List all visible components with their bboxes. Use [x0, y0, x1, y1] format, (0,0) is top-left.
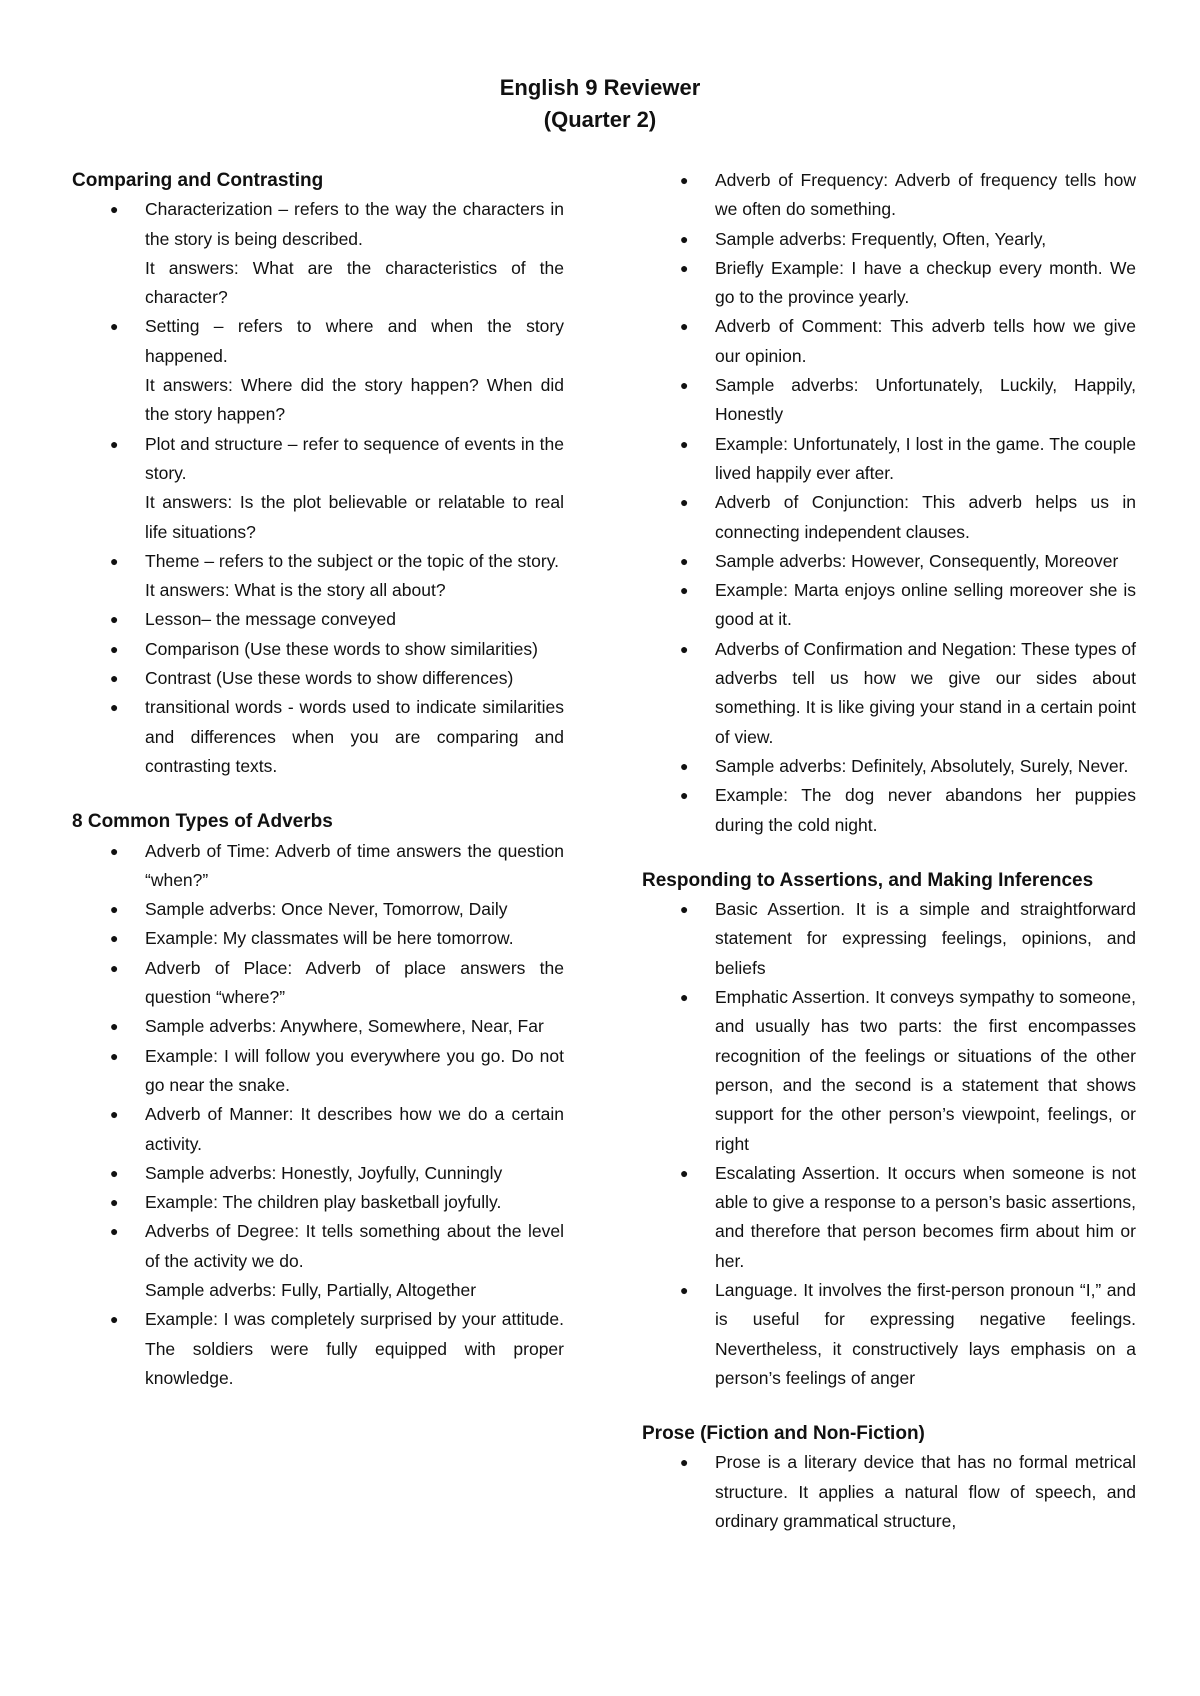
list-item	[642, 430, 1136, 489]
bullet-icon: ●	[680, 1281, 689, 1298]
list-item-text: Comparison (Use these words to show similarities)	[145, 638, 538, 659]
bullet-list	[72, 837, 564, 1394]
bullet-icon: ●	[680, 494, 689, 511]
section-heading: Comparing and Contrasting	[72, 170, 324, 191]
list-item-text: Sample adverbs: Unfortunately, Luckily, Happily, Honestly	[715, 375, 1136, 425]
list-item-text: Prose is a literary device that has no formal metrical structure. It applies a natural flow of speech, and ordinary grammatical structure,	[715, 1452, 1136, 1532]
list-item-text: Emphatic Assertion. It conveys sympathy to someone, and usually has two parts: the first encompasses recognition of the feelings or situations of the other person, and the second is a statement that shows support for the other person’s viewpoint, feelings, or right	[715, 987, 1136, 1154]
bullet-icon: ●	[680, 259, 689, 276]
bullet-icon: ●	[110, 842, 119, 859]
bullet-icon: ●	[680, 1164, 689, 1181]
list-item-text: Setting – refers to where and when the story happened.	[145, 316, 564, 366]
list-item	[72, 312, 564, 371]
bullet-icon: ●	[110, 901, 119, 918]
list-item	[72, 1188, 564, 1217]
list-item	[72, 1159, 564, 1188]
list-item	[642, 225, 1136, 254]
right-column	[642, 166, 1136, 1536]
list-item-text: Theme – refers to the subject or the topic of the story.	[145, 550, 560, 571]
document-subtitle: (Quarter 2)	[543, 107, 657, 132]
title-block	[0, 72, 1200, 136]
left-column	[72, 166, 564, 1393]
list-item	[72, 954, 564, 1013]
bullet-icon: ●	[680, 435, 689, 452]
list-item-text: transitional words - words used to indicate similarities and differences when you are comparing and contrasting texts.	[145, 697, 564, 776]
bullet-icon: ●	[110, 1047, 119, 1064]
list-item	[72, 924, 564, 953]
list-item	[642, 895, 1136, 983]
list-item-text: Adverb of Time: Adverb of time answers the question “when?”	[145, 840, 564, 890]
bullet-icon: ●	[110, 435, 119, 452]
list-item-text: Basic Assertion. It is a simple and straightforward statement for expressing feelings, opinions, and beliefs	[715, 899, 1136, 978]
section	[72, 166, 564, 781]
list-item-text: Adverbs of Confirmation and Negation: These types of adverbs tell us how we give our sides about something. It is like giving your stand in a certain point of view.	[715, 638, 1136, 747]
bullet-icon: ●	[110, 1311, 119, 1328]
bullet-icon: ●	[680, 552, 689, 569]
list-item	[72, 1012, 564, 1041]
section-heading: Responding to Assertions, and Making Inferences	[642, 869, 1094, 891]
bullet-icon: ●	[110, 699, 119, 716]
list-item-text: Example: Unfortunately, I lost in the game. The couple lived happily ever after.	[715, 433, 1136, 483]
list-item-text: Adverb of Place: Adverb of place answers the question “where?”	[145, 957, 564, 1008]
list-item-text: Characterization – refers to the way the characters in the story is being described.	[145, 199, 564, 249]
list-item-text: Lesson– the message conveyed	[145, 609, 396, 630]
list-item-text: Sample adverbs: However, Consequently, Moreover	[715, 550, 1119, 571]
list-item	[642, 576, 1136, 635]
bullet-icon: ●	[680, 1454, 689, 1471]
bullet-icon: ●	[680, 230, 689, 247]
list-item-text: Adverbs of Degree: It tells something about the level of the activity we do.	[145, 1221, 564, 1271]
list-item-text: Adverb of Conjunction: This adverb helps us in connecting independent clauses.	[715, 492, 1136, 542]
list-item-text: Sample adverbs: Fully, Partially, Altogether	[145, 1279, 477, 1300]
list-item-text: Example: I was completely surprised by your attitude. The soldiers were fully equipped with proper knowledge.	[145, 1309, 564, 1388]
list-item	[72, 837, 564, 896]
bullet-icon: ●	[110, 318, 119, 335]
list-item-text: It answers: Where did the story happen? When did the story happen?	[145, 375, 564, 425]
list-item	[72, 547, 564, 576]
list-item-text: Language. It involves the first-person pronoun “I,” and is useful for expressing negative feelings. Nevertheless, it constructively lays emphasis on a person’s feelings of anger	[715, 1279, 1136, 1388]
list-item-text: Adverb of Manner: It describes how we do a certain activity.	[145, 1104, 564, 1154]
list-item-text: It answers: What are the characteristics of the character?	[145, 257, 564, 308]
list-item-text: Sample adverbs: Definitely, Absolutely, Surely, Never.	[715, 755, 1129, 776]
list-item-text: It answers: Is the plot believable or relatable to real life situations?	[145, 492, 564, 542]
bullet-icon: ●	[680, 989, 689, 1006]
list-item	[72, 635, 564, 664]
list-item-note	[72, 576, 564, 605]
bullet-icon: ●	[110, 552, 119, 569]
list-item-text: Example: The children play basketball joyfully.	[145, 1192, 502, 1213]
section	[72, 807, 564, 1393]
list-item-text: Sample adverbs: Once Never, Tomorrow, Daily	[145, 899, 508, 920]
list-item-text: Example: Marta enjoys online selling moreover she is good at it.	[715, 580, 1136, 630]
list-item-text: Adverb of Comment: This adverb tells how we give our opinion.	[715, 316, 1136, 366]
section	[642, 166, 1136, 840]
list-item-text: Escalating Assertion. It occurs when someone is not able to give a response to a person’s basic assertions, and therefore that person becomes firm about him or her.	[715, 1162, 1136, 1271]
list-item-note	[72, 1276, 564, 1305]
bullet-icon: ●	[110, 201, 119, 218]
section	[642, 1419, 1136, 1536]
list-item-text: It answers: What is the story all about?	[145, 580, 446, 601]
bullet-icon: ●	[110, 1018, 119, 1035]
bullet-icon: ●	[110, 1164, 119, 1181]
list-item	[72, 1305, 564, 1393]
bullet-icon: ●	[680, 377, 689, 394]
bullet-icon: ●	[110, 640, 119, 657]
bullet-icon: ●	[680, 582, 689, 599]
list-item	[642, 166, 1136, 225]
list-item-text: Example: The dog never abandons her puppies during the cold night.	[715, 785, 1136, 835]
list-item	[72, 1217, 564, 1276]
list-item-text: Adverb of Frequency: Adverb of frequency tells how we often do something.	[715, 170, 1136, 220]
bullet-icon: ●	[680, 757, 689, 774]
list-item	[642, 254, 1136, 313]
bullet-icon: ●	[110, 1223, 119, 1240]
list-item	[72, 1042, 564, 1101]
bullet-icon: ●	[110, 611, 119, 628]
list-item-note	[72, 254, 564, 313]
bullet-icon: ●	[110, 930, 119, 947]
list-item	[72, 195, 564, 254]
list-item	[72, 1100, 564, 1159]
bullet-icon: ●	[680, 787, 689, 804]
list-item	[642, 371, 1136, 430]
section	[642, 866, 1136, 1393]
list-item	[72, 693, 564, 781]
list-item-text: Contrast (Use these words to show differences)	[145, 668, 514, 689]
list-item	[642, 547, 1136, 576]
list-item	[642, 752, 1136, 781]
bullet-list	[642, 166, 1136, 840]
list-item	[642, 1159, 1136, 1276]
list-item	[642, 488, 1136, 547]
list-item	[642, 1448, 1136, 1536]
bullet-list	[642, 895, 1136, 1393]
bullet-icon: ●	[110, 1194, 119, 1211]
bullet-list	[72, 195, 564, 781]
list-item	[72, 605, 564, 634]
bullet-icon: ●	[110, 959, 119, 976]
bullet-icon: ●	[110, 1106, 119, 1123]
list-item	[642, 635, 1136, 752]
section-heading: 8 Common Types of Adverbs	[72, 811, 333, 833]
section-heading: Prose (Fiction and Non-Fiction)	[642, 1423, 925, 1445]
list-item	[72, 664, 564, 693]
list-item-text: Sample adverbs: Frequently, Often, Yearly,	[715, 228, 1047, 249]
bullet-icon: ●	[110, 670, 119, 687]
list-item-text: Example: I will follow you everywhere you go. Do not go near the snake.	[145, 1045, 564, 1095]
list-item-text: Briefly Example: I have a checkup every month. We go to the province yearly.	[715, 257, 1136, 308]
list-item	[72, 895, 564, 924]
list-item-text: Sample adverbs: Anywhere, Somewhere, Near, Far	[145, 1016, 544, 1037]
list-item-text: Sample adverbs: Honestly, Joyfully, Cunningly	[145, 1162, 503, 1183]
list-item	[642, 781, 1136, 840]
bullet-icon: ●	[680, 172, 689, 188]
bullet-icon: ●	[680, 640, 689, 657]
bullet-list	[642, 1448, 1136, 1536]
document-title: English 9 Reviewer	[499, 75, 701, 100]
list-item	[72, 430, 564, 489]
list-item-note	[72, 371, 564, 430]
list-item-text: Example: My classmates will be here tomorrow.	[145, 928, 514, 949]
list-item	[642, 983, 1136, 1159]
list-item-text: Plot and structure – refer to sequence of events in the story.	[145, 433, 564, 483]
bullet-icon: ●	[680, 901, 689, 918]
list-item	[642, 1276, 1136, 1393]
list-item-note	[72, 488, 564, 547]
bullet-icon: ●	[680, 318, 689, 335]
list-item	[642, 312, 1136, 371]
